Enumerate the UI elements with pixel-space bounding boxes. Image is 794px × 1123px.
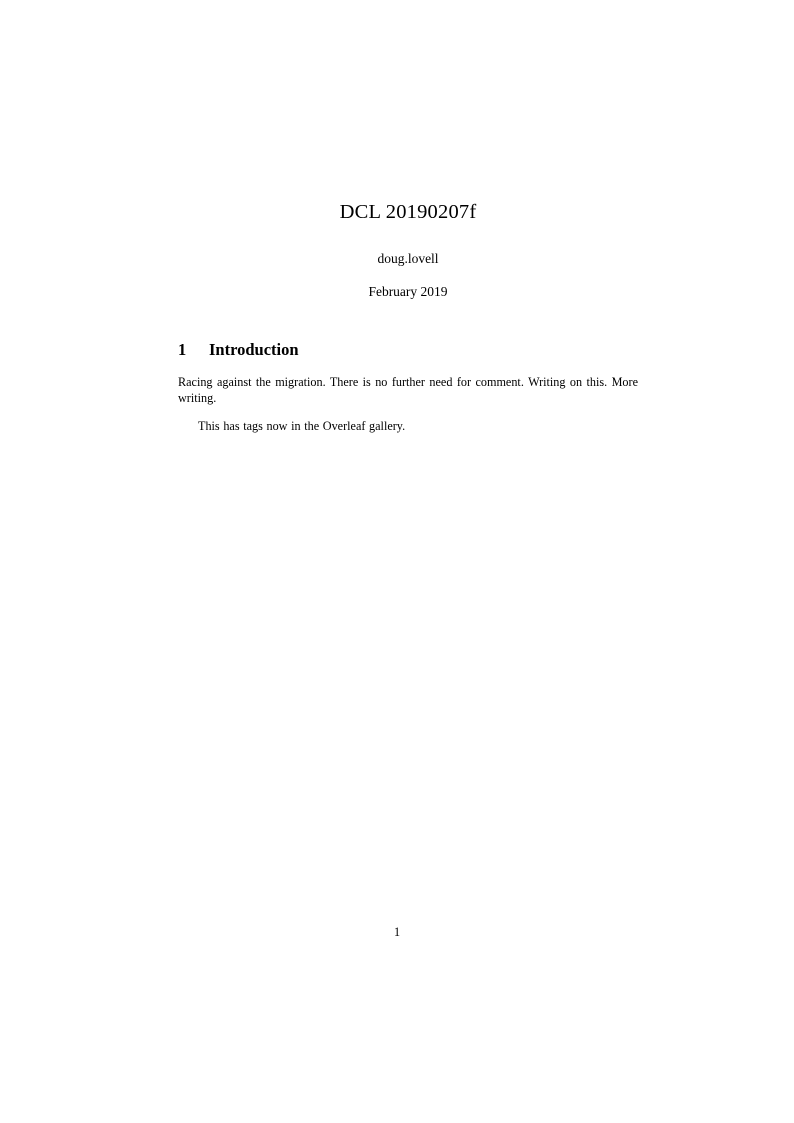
page-title: DCL 20190207f	[339, 201, 477, 223]
section-paragraph: Racing against the migration. There is no further need for comment. Writing on this. More writing.	[178, 374, 638, 405]
section-heading-introduction	[178, 340, 638, 360]
section-number: 1	[178, 339, 187, 359]
document-content	[178, 200, 638, 447]
page-number: 1	[393, 925, 401, 939]
section-title: Introduction	[209, 339, 299, 359]
document-author: doug.lovell	[377, 250, 439, 266]
document-date: February 2019	[368, 283, 448, 299]
section-paragraph: This has tags now in the Overleaf gallery.	[198, 419, 406, 434]
